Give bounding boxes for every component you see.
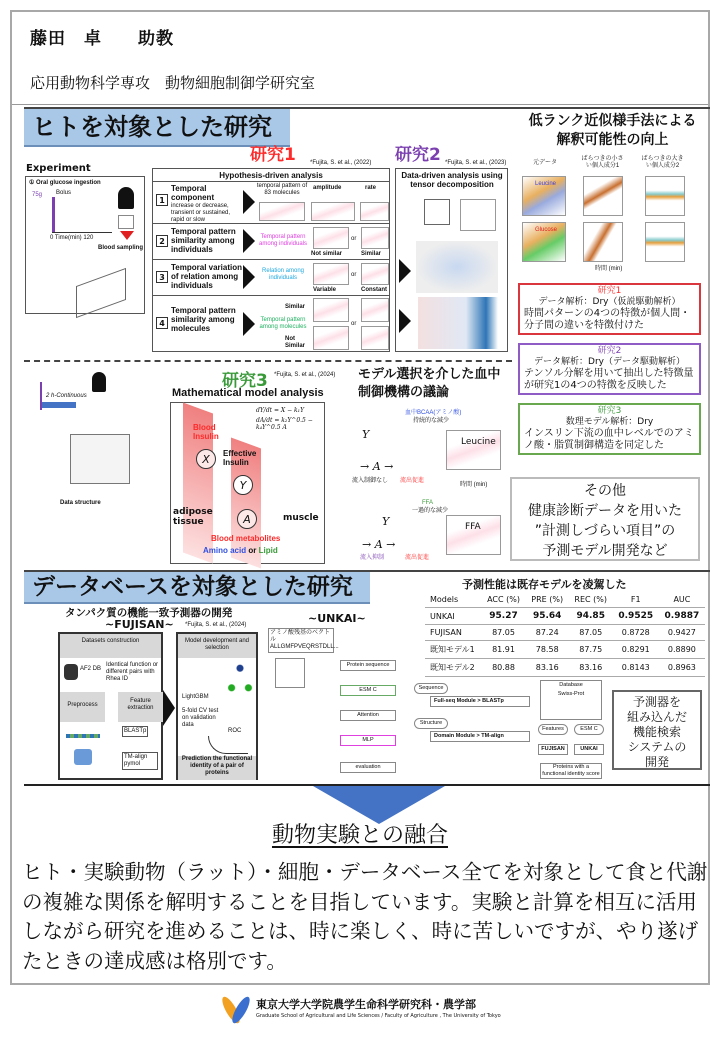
chart-glucose-raw: [522, 222, 566, 262]
row-number: 3: [156, 271, 168, 283]
equation: dA/dt = k₂Y^0.5 − k₄Y^0.5 A: [256, 417, 313, 431]
arrow-right-icon: [399, 309, 411, 333]
other-box: その他 健康診断データを用いた ”計測しづらい項目”の 予測モデル開発など: [510, 477, 700, 561]
table-cell: 既知モデル1: [425, 641, 481, 659]
or-label: or: [248, 546, 257, 555]
data-structure-figure: [30, 372, 140, 512]
bolus-bar: [52, 197, 55, 232]
data-structure-label: Data structure: [60, 500, 101, 506]
summary-body: テンソル分解を用いて抽出した特徴量が研究1の4つの特徴を反映した: [524, 368, 694, 391]
3d-scatter: [416, 241, 498, 293]
ffa-sub: 一過的な減少: [412, 508, 449, 514]
unkai-step: Protein sequence: [340, 660, 396, 671]
database-icon: [64, 664, 78, 680]
hypothesis-row-4: [153, 295, 389, 351]
row-label: Temporal pattern similarity among individuals: [171, 227, 236, 254]
time-axis-label: 0 Time(min) 120: [50, 235, 94, 241]
table-cell: 87.75: [569, 641, 613, 659]
selection-title: モデル選択を介した血中制御機構の議論: [358, 367, 501, 400]
flow-label: 流入制御なし: [352, 478, 389, 484]
outcome-label: Variable: [313, 287, 337, 293]
fusion-text: 動物実験との融合: [271, 823, 448, 848]
table-cell: 0.8291: [613, 641, 659, 659]
mini-plot: [313, 326, 349, 350]
syringe-icon: [118, 215, 134, 229]
divider: [12, 104, 708, 105]
adipose-label: adipose tissue: [173, 507, 213, 527]
summary-type: 数理モデル解析：Dry: [565, 417, 654, 427]
table-cell: 既知モデル2: [425, 659, 481, 677]
table-row: [425, 659, 705, 677]
tensor-cube: [424, 199, 450, 225]
table-cell: 0.8728: [613, 625, 659, 641]
table-cell: 95.64: [526, 608, 569, 625]
bcaa-sub: 持続的な減少: [413, 418, 450, 424]
flow-node: Sequence: [414, 683, 448, 694]
table-cell: UNKAI: [425, 608, 481, 625]
blood-insulin-label: Blood Insulin: [193, 423, 219, 441]
outcome-label: Constant: [361, 287, 387, 293]
mini-plot: [361, 298, 389, 322]
outcome-label: Not similar: [311, 251, 343, 257]
fusion-heading: [0, 818, 720, 849]
a-node: → A →: [360, 460, 394, 473]
column-header: REC (%): [569, 592, 613, 608]
table-cell: 83.16: [526, 659, 569, 677]
factor-blocks: [460, 199, 496, 231]
row-mid: Relation among individuals: [261, 268, 305, 281]
row-sublabel: increase or decrease, transient or sustained, rapid or slow: [171, 203, 231, 223]
table-cell: 87.24: [526, 625, 569, 641]
col-label: 元データ: [532, 160, 557, 166]
row-mid: Temporal pattern among individuals: [258, 234, 308, 247]
ffa-plot-label: FFA: [465, 522, 481, 532]
table-cell: 0.8890: [659, 641, 705, 659]
flow-label: 流入抑制: [360, 555, 385, 561]
database-node: [540, 680, 602, 720]
table-cell: FUJISAN: [425, 625, 481, 641]
table-row: [425, 641, 705, 659]
time-axis: [52, 232, 112, 233]
flow-node: Proteins with a functional identity score: [540, 763, 602, 779]
flow-label: Database: [559, 682, 583, 688]
table-row: [425, 625, 705, 641]
blood-sampling-label: Blood sampling: [98, 245, 143, 251]
unkai-step: Attention: [340, 710, 396, 721]
flow-label: 流出促進: [400, 478, 425, 484]
continuous-label: 2 h-Continuous: [46, 393, 87, 399]
summary-body: インスリン下流の血中レベルでのアミノ酸・脂質制御構造を同定した: [524, 428, 694, 451]
tmalign-label: TM-align pymol: [122, 752, 158, 770]
person-icon: [92, 372, 106, 392]
lowrank-title: 低ランク近似様手法による解釈可能性の向上: [528, 113, 697, 148]
arrow-right-icon: [399, 259, 411, 283]
table-row: [425, 608, 705, 625]
arrow-right-icon: [243, 190, 255, 214]
column-header: Models: [425, 592, 481, 608]
structure-graphic: [74, 749, 92, 765]
summary-title: 研究3: [597, 406, 622, 416]
roc-curve: [208, 736, 248, 754]
citation: *Fujita, S. et al., (2024): [274, 372, 336, 378]
table-cell: 0.8143: [613, 659, 659, 677]
leucine-plot: [446, 430, 501, 470]
prediction-box: Prediction the functional identity of a pair of proteins: [178, 756, 256, 780]
data-cube: [76, 268, 126, 318]
or-label: or: [351, 236, 357, 242]
col-label: rate: [365, 185, 377, 191]
table-cell: 94.85: [569, 608, 613, 625]
table-cell: 80.88: [481, 659, 525, 677]
or-label: or: [351, 321, 357, 327]
row-label: Temporal component: [171, 184, 215, 202]
amino-label: Amino acid: [203, 546, 247, 555]
chart-component1: [583, 222, 623, 262]
flow-node: [430, 696, 530, 707]
bolus-label: Bolus: [56, 190, 72, 196]
study3-label: 研究3: [222, 371, 268, 391]
model-diagram: [170, 402, 325, 564]
node-a: A: [237, 509, 257, 529]
table-cell: 95.27: [481, 608, 525, 625]
mini-plot: [313, 298, 349, 322]
hypothesis-row-3: [153, 259, 389, 295]
y-node: Y: [362, 428, 370, 441]
summary-study1: [518, 283, 701, 335]
table-cell: 87.05: [569, 625, 613, 641]
university-logo: [222, 993, 254, 1029]
muscle-label: muscle: [283, 513, 319, 523]
person-icon: [118, 187, 134, 209]
summary-body: 時間パターンの4つの特徴が個人間・分子間の違いを特徴付けた: [524, 308, 691, 331]
column-header: F1: [613, 592, 659, 608]
chart-leucine-raw: [522, 176, 566, 216]
citation: *Fujita, S. et al., (2022): [310, 160, 372, 166]
researcher-name: 藤田 卓 助教: [30, 29, 174, 49]
column-header: PRE (%): [526, 592, 569, 608]
outcome-label: Not Similar: [285, 336, 306, 349]
cv-label: 5-fold CV test on validation data: [182, 708, 219, 728]
x-axis-label: 時間 (min): [595, 266, 623, 272]
datasets-box: Datasets construction: [60, 634, 161, 658]
dashed-divider: [24, 360, 512, 362]
row-number: 1: [156, 194, 168, 206]
summary-type: データ解析：Dry（データ駆動解析）: [534, 357, 685, 367]
mini-plot: [313, 263, 349, 285]
fujisan-pipeline-left: [58, 632, 163, 780]
node-y: Y: [233, 475, 253, 495]
table-header: [425, 592, 705, 608]
arrow-down-icon: [120, 231, 134, 240]
data-cube: [70, 434, 130, 484]
node-x: X: [196, 449, 216, 469]
fujisan-pipeline-right: [176, 632, 258, 780]
scatter-histogram: [418, 297, 498, 349]
glucose-label: Glucose: [535, 227, 558, 233]
lipid-label: Lipid: [258, 546, 278, 555]
arrow-right-icon: [243, 229, 255, 253]
row-number: 4: [156, 317, 168, 329]
table-cell: 87.05: [481, 625, 525, 641]
dose-label: 75g: [32, 192, 43, 198]
x-axis-label: 時間 (min): [460, 482, 488, 488]
col-label: amplitude: [313, 185, 342, 191]
effective-insulin-label: Effective Insulin: [223, 449, 257, 467]
lab-name: 応用動物科学専攻 動物細胞制御学研究室: [30, 74, 316, 92]
metabolites-label: Blood metabolites: [211, 534, 281, 543]
experiment-title: Experiment: [26, 163, 91, 174]
equation: dY/dt = X − k₁Y: [256, 407, 305, 414]
table-cell: 83.16: [569, 659, 613, 677]
leucine-label: Leucine: [535, 181, 557, 187]
summary-title: 研究1: [597, 286, 622, 296]
blastp-label: BLASTp: [122, 726, 148, 737]
tree-icon: [226, 664, 254, 692]
summary-study2: [518, 343, 701, 395]
table-cell: 0.8963: [659, 659, 705, 677]
flow-label: > TM-align: [476, 733, 504, 739]
table-title: 予測性能は既存モデルを凌駕した: [462, 578, 627, 591]
identical-label: Identical function or different pairs with Rhea ID: [106, 662, 159, 682]
footer-ja: 東京大学大学院農学生命科学研究科・農学部: [256, 998, 476, 1011]
af2-label: AF2 DB: [80, 666, 102, 672]
row-mid: Temporal pattern among molecules: [259, 317, 307, 330]
ogi-label: ① Oral glucose ingestion: [29, 180, 101, 186]
callout-box: 予測器を 組み込んだ 機能検索 システムの 開発: [612, 690, 702, 770]
col-label: ばらつきの大きい個人成分2: [641, 156, 684, 169]
description-paragraph: ヒト・実験動物（ラット）・細胞・データベース全てを対象として食と代謝の複雑な関係を解明することを目指しています。実験と計算を相互に活用しながら研究を進めることは、時に楽しく、時に苦しいですが、やり遂げたときの達成感は格別です。: [22, 860, 708, 973]
col-label: temporal pattern of 83 molecules: [256, 183, 308, 196]
table-cell: 0.9427: [659, 625, 705, 641]
feature-matrix: [275, 658, 305, 688]
citation: *Fujita, S. et al., (2024): [185, 622, 247, 628]
experiment-box: [25, 176, 145, 314]
unkai-vector: アミノ酸残基のベクトル ALLGMFPVEQRSTDLL...: [268, 628, 334, 653]
chart-component2: [645, 222, 685, 262]
mini-plot: [361, 263, 389, 285]
chart-component1: [583, 176, 623, 216]
performance-table: [425, 592, 705, 677]
arrow-right-icon: [243, 265, 255, 289]
sequence-graphic: [66, 734, 100, 738]
col-label: ばらつきの小さい個人成分1: [581, 156, 624, 169]
row-label: Temporal pattern similarity among molecules: [171, 306, 236, 333]
bcaa-label: 血中BCAA(アミノ酸): [405, 410, 462, 416]
unkai-step: ESM C: [340, 685, 396, 696]
outcome-label: Similar: [285, 304, 306, 310]
hypothesis-row-2: [153, 223, 389, 259]
flow-label: Domain Module: [434, 733, 475, 739]
table-cell: 0.9525: [613, 608, 659, 625]
unkai-step: evaluation: [340, 762, 396, 773]
flow-node: ESM C: [574, 724, 604, 735]
preprocess-box: Preprocess: [60, 692, 105, 722]
lgbm-label: LightGBM: [182, 694, 209, 700]
model-box: Model development and selection: [178, 634, 256, 658]
chart-component2: [645, 176, 685, 216]
fujisan-name: ~FUJISAN~: [105, 618, 174, 631]
mini-plot: [361, 227, 389, 249]
ffa-plot: [446, 515, 501, 555]
model-title: Mathematical model analysis: [172, 387, 324, 399]
roc-label: ROC: [228, 728, 242, 734]
study1-label: 研究1: [250, 145, 296, 165]
flow-label: Swiss-Prot: [557, 691, 585, 697]
ffa-label: FFA: [422, 500, 434, 506]
arrow-right-icon: [243, 312, 255, 336]
mini-plot: [361, 326, 389, 350]
flow-node: [430, 731, 530, 742]
summary-title: 研究2: [597, 346, 622, 356]
flow-node: UNKAI: [574, 744, 604, 755]
mini-plot: [360, 202, 389, 221]
summary-study3: [518, 403, 701, 455]
hypothesis-row-1: [153, 181, 389, 223]
flow-node: FUJISAN: [538, 744, 568, 755]
column-header: AUC: [659, 592, 705, 608]
summary-type: データ解析：Dry（仮説駆動解析）: [538, 297, 681, 307]
fujisan-title: タンパク質の機能一致予測器の開発: [65, 607, 233, 619]
or-label: or: [351, 272, 357, 278]
mini-plot: [259, 202, 305, 221]
unkai-step: MLP: [340, 735, 396, 746]
a-node: → A →: [362, 538, 396, 551]
row-number: 2: [156, 235, 168, 247]
mini-plot: [313, 227, 349, 249]
section-title-human: ヒトを対象とした研究: [24, 109, 290, 147]
datadriven-title: Data-driven analysis using tensor decomposition: [401, 171, 503, 189]
arrow-right-icon: [163, 690, 175, 726]
table-cell: 78.58: [526, 641, 569, 659]
datadriven-box: [395, 168, 508, 352]
flow-label: Full-seq Module: [434, 698, 476, 704]
feature-box: Feature extraction: [118, 692, 163, 722]
flow-node: Features: [538, 724, 568, 735]
mini-plot: [311, 202, 355, 221]
flow-node: Structure: [414, 718, 448, 729]
y-node: Y: [382, 515, 390, 528]
continuous-bar: [42, 402, 76, 408]
column-header: ACC (%): [481, 592, 525, 608]
hypothesis-box: [152, 168, 390, 352]
hypothesis-title: Hypothesis-driven analysis: [219, 171, 323, 180]
leucine-label: Leucine: [461, 437, 496, 447]
flow-label: 流出促進: [405, 555, 430, 561]
outcome-label: Similar: [361, 251, 382, 257]
footer-en: Graduate School of Agricultural and Life Sciences / Faculty of Agriculture , The University of Tokyo: [256, 1013, 501, 1019]
table-cell: 81.91: [481, 641, 525, 659]
study2-label: 研究2: [395, 145, 441, 165]
section-title-database: データベースを対象とした研究: [24, 572, 370, 604]
table-cell: 0.9887: [659, 608, 705, 625]
row-label: Temporal variation of relation among individuals: [171, 263, 242, 290]
flow-label: > BLASTp: [477, 698, 504, 704]
citation: *Fujita, S. et al., (2023): [445, 160, 507, 166]
unkai-name: ~UNKAI~: [308, 612, 366, 625]
